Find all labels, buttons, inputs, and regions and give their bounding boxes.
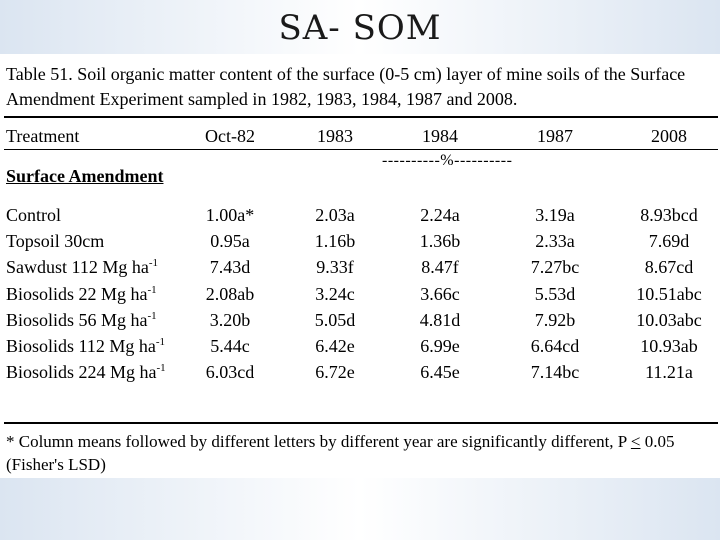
table-panel: [0, 54, 720, 478]
value-cell: 7.43d: [209, 257, 251, 277]
value-cell: 1.00a*: [205, 205, 255, 225]
header-1984: 1984: [422, 126, 458, 146]
value-cell: 6.45e: [420, 362, 460, 382]
unit-superscript: -1: [147, 310, 157, 322]
table-footnote: [6, 430, 716, 476]
treatment-cell: [6, 231, 104, 251]
unit-superscript: -1: [148, 257, 159, 269]
value-cell: 2.03a: [315, 205, 355, 225]
section-label: Surface Amendment: [6, 166, 164, 186]
value-cell: 7.69d: [648, 231, 690, 251]
treatment-label: Biosolids 56 Mg ha: [6, 310, 148, 330]
value-cell: 1.36b: [419, 231, 461, 251]
value-cell: 6.42e: [315, 336, 355, 356]
value-cell: 2.08ab: [205, 284, 255, 304]
unit-label: ----------%----------: [382, 152, 513, 169]
value-cell: 3.19a: [535, 205, 575, 225]
treatment-cell: [6, 257, 158, 277]
table-caption: Table 51. Soil organic matter content of the surface (0-5 cm) layer of mine soils of the Surface Amendment Experiment sampled in 1982, 1983, 1984, 1987 and 2008.: [6, 64, 686, 109]
value-cell: 10.93ab: [640, 336, 698, 356]
treatment-label: Biosolids 22 Mg ha: [6, 284, 148, 304]
treatment-cell: [6, 336, 165, 356]
value-cell: 1.16b: [314, 231, 356, 251]
treatment-cell: [6, 284, 157, 304]
value-cell: 8.67cd: [644, 257, 694, 277]
treatment-cell: [6, 310, 157, 330]
table-top-rule: [4, 116, 718, 118]
value-cell: 6.64cd: [530, 336, 580, 356]
footnote-le-symbol: <: [630, 432, 641, 451]
header-rule: [4, 149, 718, 150]
value-cell: 4.81d: [419, 310, 461, 330]
header-treatment: Treatment: [6, 126, 80, 146]
value-cell: 8.47f: [421, 257, 459, 277]
value-cell: 2.24a: [420, 205, 460, 225]
header-oct-82: Oct-82: [205, 126, 255, 146]
value-cell: 6.99e: [420, 336, 460, 356]
value-cell: 7.92b: [534, 310, 576, 330]
treatment-label: Control: [6, 205, 62, 225]
value-cell: 3.66c: [420, 284, 460, 304]
value-cell: 5.44c: [210, 336, 250, 356]
value-cell: 3.24c: [315, 284, 355, 304]
treatment-cell: [6, 205, 61, 225]
value-cell: 6.72e: [315, 362, 355, 382]
slide-title: SA- SOM: [278, 8, 442, 48]
value-cell: 5.53d: [534, 284, 576, 304]
unit-superscript: -1: [147, 284, 157, 296]
header-2008: 2008: [651, 126, 687, 146]
footnote-text-end: 0.05 (Fisher's LSD): [6, 432, 675, 474]
treatment-cell: [6, 362, 166, 382]
treatment-label: Biosolids 224 Mg ha: [6, 362, 157, 382]
unit-superscript: -1: [155, 336, 166, 348]
treatment-label: Biosolids 112 Mg ha: [6, 336, 156, 356]
value-cell: 9.33f: [316, 257, 354, 277]
value-cell: 8.93bcd: [640, 205, 698, 225]
header-1987: 1987: [537, 126, 573, 146]
footnote-text: * Column means followed by different letters by different year are significantly different, P: [6, 432, 631, 451]
value-cell: 10.03abc: [636, 310, 702, 330]
value-cell: 6.03cd: [205, 362, 255, 382]
unit-superscript: -1: [156, 362, 166, 374]
value-cell: 5.05d: [314, 310, 356, 330]
value-cell: 3.20b: [209, 310, 251, 330]
value-cell: 7.14bc: [530, 362, 580, 382]
treatment-label: Sawdust 112 Mg ha: [6, 257, 149, 277]
header-1983: 1983: [317, 126, 353, 146]
value-cell: 7.27bc: [530, 257, 580, 277]
treatment-label: Topsoil 30cm: [6, 231, 105, 251]
value-cell: 2.33a: [535, 231, 575, 251]
table-bottom-rule: [4, 422, 718, 424]
value-cell: 0.95a: [210, 231, 250, 251]
value-cell: 10.51abc: [636, 284, 702, 304]
value-cell: 11.21a: [645, 362, 693, 382]
